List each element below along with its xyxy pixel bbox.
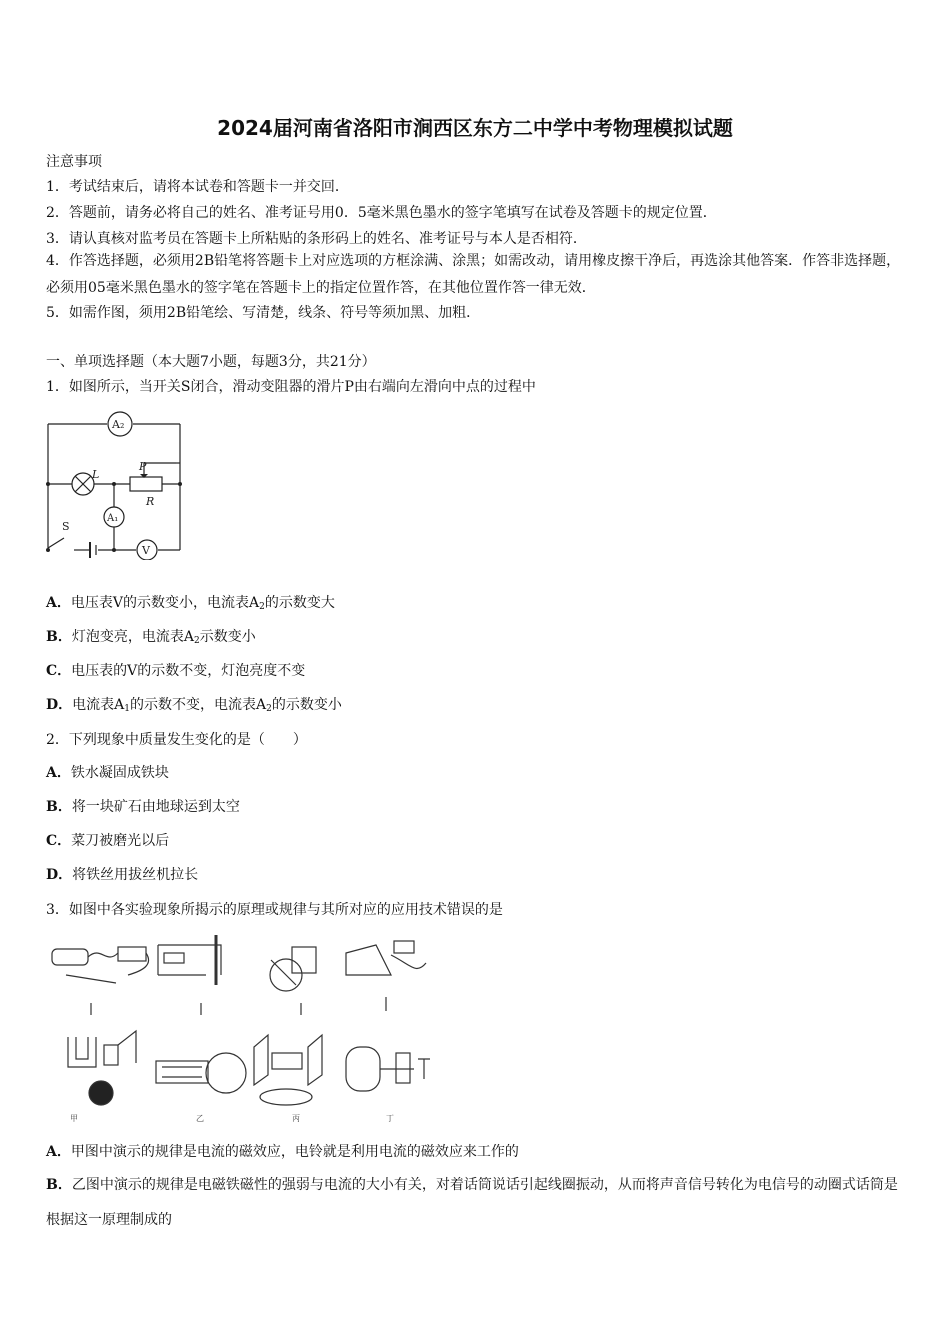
ammeter-a1-label: A₁ (107, 513, 119, 524)
page-title: 2024届河南省洛阳市涧西区东方二中学中考物理模拟试题 (217, 116, 733, 140)
notice-item: 1．考试结束后，请将本试卷和答题卡一并交回． (46, 179, 349, 195)
lamp-label: L (92, 468, 100, 481)
question-stem: 1．如图所示，当开关S闭合，滑动变阻器的滑片P由右端向左滑向中点的过程中 (46, 379, 536, 395)
option-d[interactable]: D．将铁丝用拔丝机拉长 (46, 867, 199, 883)
figure-label-bing: 丙 (292, 1114, 300, 1123)
circuit-diagram (44, 410, 184, 560)
question-stem: 3．如图中各实验现象所揭示的原理或规律与其所对应的应用技术错误的是 (46, 902, 503, 918)
option-b[interactable]: B．将一块矿石由地球运到太空 (46, 799, 240, 815)
notice-item: 5．如需作图，须用2B铅笔绘、写清楚，线条、符号等须加黑、加粗． (46, 305, 481, 321)
section-heading: 一、单项选择题（本大题7小题，每题3分，共21分） (46, 354, 376, 370)
ammeter-a2-label: A₂ (112, 418, 125, 431)
switch-label: S (62, 520, 70, 533)
option-c[interactable]: C．菜刀被磨光以后 (46, 833, 170, 849)
figure-label-yi: 乙 (196, 1114, 204, 1123)
option-a[interactable]: A．甲图中演示的规律是电流的磁效应，电铃就是利用电流的磁效应来工作的 (46, 1144, 519, 1160)
option-b[interactable]: B．灯泡变亮，电流表$A_2$示数变小 (46, 629, 256, 646)
option-b[interactable]: B．乙图中演示的规律是电磁铁磁性的强弱与电流的大小有关，对着话筒说话引起线圈振动，从而将声音信号转化为电信号的动圈式话筒是根据这一原理制成的 (46, 1177, 898, 1228)
voltmeter-label: V (142, 544, 150, 557)
option-c[interactable]: C．电压表的V的示数不变，灯泡亮度不变 (46, 663, 306, 679)
experiments-figure (46, 935, 438, 1125)
notice-heading: 注意事项 (46, 154, 102, 170)
notice-item: 3．请认真核对监考员在答题卡上所粘贴的条形码上的姓名、准考证号与本人是否相符． (46, 231, 587, 247)
option-a[interactable]: A．电压表V的示数变小，电流表$A_2$的示数变大 (46, 595, 335, 612)
rheostat-label: R (146, 495, 155, 508)
slider-label: P (139, 460, 147, 473)
notice-item: 4．作答选择题，必须用2B铅笔将答题卡上对应选项的方框涂满、涂黑；如需改动，请用橡皮擦干净后，再选涂其他答案．作答非选择题，必须用05毫米黑色墨水的签字笔在答题卡上的指定位置作答，在其他位置作答一律无效． (46, 253, 901, 296)
figure-label-jia: 甲 (70, 1114, 78, 1123)
option-d[interactable]: D．电流表$A_1$的示数不变，电流表$A_2$的示数变小 (46, 697, 342, 714)
figure-label-ding: 丁 (386, 1114, 394, 1123)
question-stem: 2．下列现象中质量发生变化的是（ ） (46, 732, 307, 748)
notice-item: 2．答题前，请务必将自己的姓名、准考证号用0．5毫米黑色墨水的签字笔填写在试卷及答题卡的规定位置． (46, 205, 717, 221)
option-a[interactable]: A．铁水凝固成铁块 (46, 765, 169, 781)
